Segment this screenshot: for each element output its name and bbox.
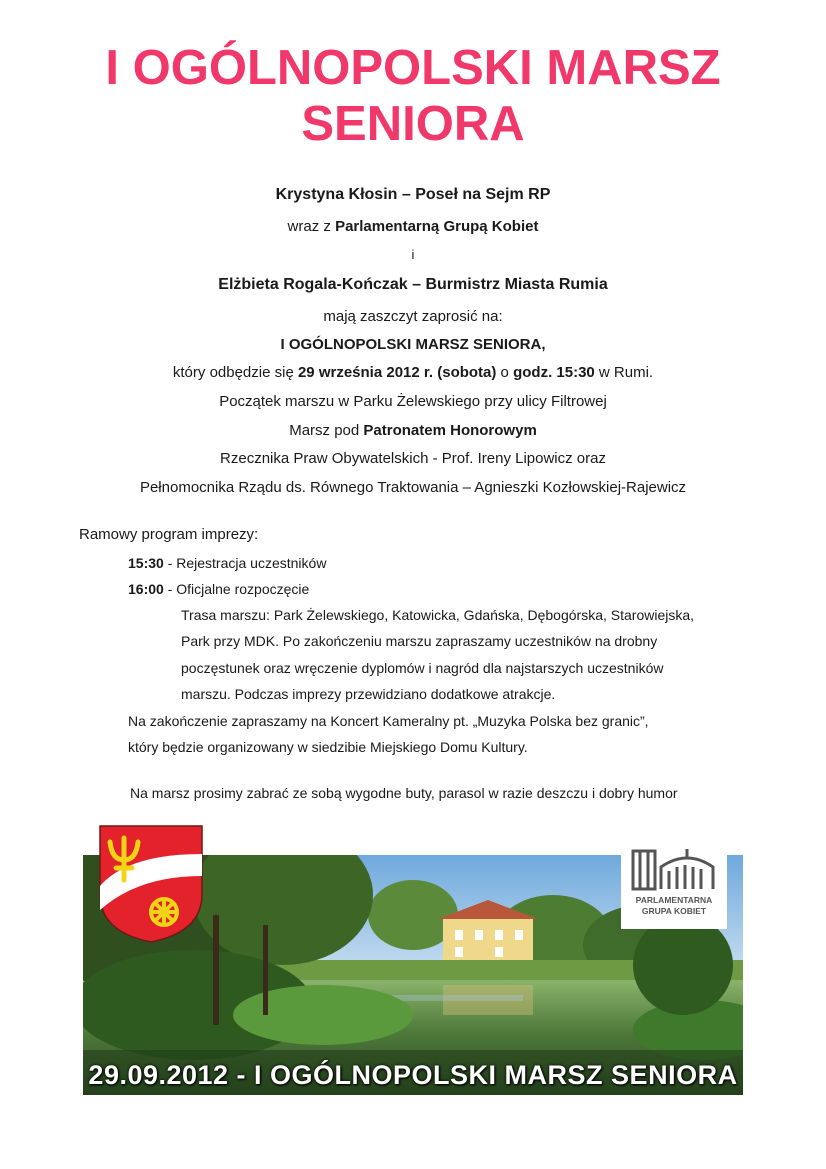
host-2: Elżbieta Rogala-Kończak – Burmistrz Miasta Rumia <box>218 276 608 293</box>
program-item-2: 16:00 - Oficjalne rozpoczęcie <box>128 581 310 597</box>
route-line-3: poczęstunek oraz wręczenie dyplomów i nagród dla najstarszych uczestników <box>181 660 664 676</box>
packing-note: Na marsz prosimy zabrać ze sobą wygodne buty, parasol w razie deszczu i dobry humor <box>130 785 678 801</box>
route-line-1: Trasa marszu: Park Żelewskiego, Katowicka, Gdańska, Dębogórska, Starowiejska, <box>181 607 695 623</box>
poster-title <box>0 40 826 152</box>
logo-text-line-2: GRUPA KOBIET <box>641 906 707 916</box>
program-item-1: 15:30 - Rejestracja uczestników <box>128 555 327 571</box>
patronage-line: Marsz pod Patronatem Honorowym <box>289 422 537 439</box>
with-group-line: wraz z Parlamentarną Grupą Kobiet <box>287 218 539 235</box>
parliamentary-women-group-logo <box>621 841 727 929</box>
parliament-building-icon <box>621 841 727 929</box>
program-heading: Ramowy program imprezy: <box>79 526 259 543</box>
logo-text-line-1: PARLAMENTARNA <box>635 895 713 905</box>
route-line-4: marszu. Podczas imprezy przewidziano dodatkowe atrakcje. <box>181 686 556 702</box>
concert-line-2: który będzie organizowany w siedzibie Miejskiego Domu Kultury. <box>128 739 528 755</box>
banner-caption: 29.09.2012 - I OGÓLNOPOLSKI MARSZ SENIORA <box>88 1060 738 1090</box>
host-1: Krystyna Kłosin – Poseł na Sejm RP <box>275 186 551 203</box>
patron-1: Rzecznika Praw Obywatelskich - Prof. Ireny Lipowicz oraz <box>220 450 606 467</box>
route-line-2: Park przy MDK. Po zakończeniu marszu zapraszamy uczestników na drobny <box>181 633 658 649</box>
conjunction: i <box>411 247 415 262</box>
title-line-2: SENIORA <box>301 97 525 151</box>
start-location: Początek marszu w Parku Żelewskiego przy ulicy Filtrowej <box>219 393 607 410</box>
honour-line: mają zaszczyt zaprosić na: <box>323 308 503 325</box>
patron-2: Pełnomocnika Rządu ds. Równego Traktowania – Agnieszki Kozłowskiej-Rajewicz <box>139 479 687 496</box>
date-line: który odbędzie się 29 września 2012 r. (sobota) o godz. 15:30 w Rumi. <box>172 364 654 381</box>
title-line-1: I OGÓLNOPOLSKI MARSZ <box>105 41 721 95</box>
event-name: I OGÓLNOPOLSKI MARSZ SENIORA, <box>280 336 546 353</box>
rumia-coat-of-arms-icon <box>98 824 204 944</box>
concert-line-1: Na zakończenie zapraszamy na Koncert Kameralny pt. „Muzyka Polska bez granic”, <box>128 713 649 729</box>
